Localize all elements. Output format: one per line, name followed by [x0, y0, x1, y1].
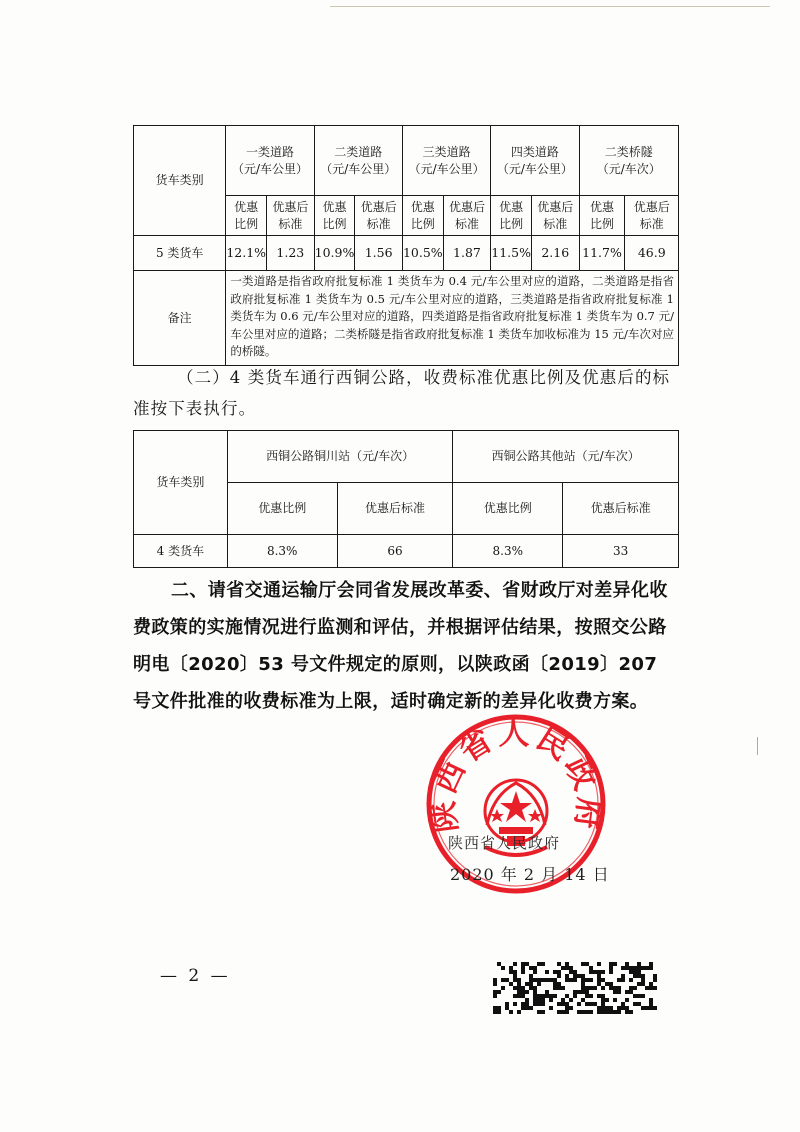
note-label: 备注	[134, 271, 226, 366]
cell-value: 10.5%	[402, 236, 443, 271]
cell-value: 12.1%	[226, 236, 267, 271]
group-header: 西铜公路铜川站（元/车次）	[227, 431, 453, 483]
sub-header-standard: 优惠后标准	[337, 483, 453, 535]
row-label: 5 类货车	[134, 236, 226, 271]
scan-mark	[757, 737, 758, 755]
svg-text:陕西省人民政府: 陕西省人民政府	[425, 715, 607, 835]
table-row	[134, 535, 679, 568]
cell-value: 11.7%	[579, 236, 625, 271]
row-header: 货车类别	[134, 431, 228, 535]
cell-value: 1.23	[267, 236, 315, 271]
note-text: 一类道路是指省政府批复标准 1 类货车为 0.4 元/车公里对应的道路，二类道路是指省政府批复标准 1 类货车为 0.5 元/车公里对应的道路，三类道路是指省政府批复标准 1 类货车为 0.6 元/车公里对应的道路，四类道路是指省政府批复标准 1 类货车为 0.7 元/车公里对应的道路；二类桥隧是指省政府批复标准 1 类货车加收标准为 15 元/车次对应的桥隧。	[226, 271, 679, 366]
cell-value: 2.16	[531, 236, 579, 271]
group-header: 一类道路 （元/车公里）	[226, 126, 314, 196]
barcode-icon	[493, 962, 657, 1014]
group-header: 四类道路 （元/车公里）	[491, 126, 579, 196]
cell-value: 8.3%	[453, 535, 563, 568]
cell-value: 66	[337, 535, 453, 568]
row-label: 4 类货车	[134, 535, 228, 568]
sub-header-standard: 优惠后 标准	[443, 196, 491, 236]
sub-header-ratio: 优惠 比例	[314, 196, 355, 236]
signature: 陕西省人民政府	[448, 834, 561, 852]
group-header: 西铜公路其他站（元/车次）	[453, 431, 679, 483]
sub-header-ratio: 优惠 比例	[226, 196, 267, 236]
cell-value: 10.9%	[314, 236, 355, 271]
sub-header-ratio: 优惠 比例	[402, 196, 443, 236]
paragraph-item-2: 二、请省交通运输厅会同省发展改革委、省财政厅对差异化收费政策的实施情况进行监测和评估，并根据评估结果，按照交公路明电〔2020〕53 号文件规定的原则，以陕政函〔2019〕207 号文件批准的收费标准为上限，适时确定新的差异化收费方案。	[133, 580, 668, 712]
cell-value: 11.5%	[491, 236, 532, 271]
toll-discount-table-class5	[133, 125, 679, 366]
row-header: 货车类别	[134, 126, 226, 236]
cell-value: 1.56	[355, 236, 403, 271]
sub-header-standard: 优惠后 标准	[355, 196, 403, 236]
cell-value: 46.9	[625, 236, 679, 271]
sub-header-ratio: 优惠比例	[453, 483, 563, 535]
sub-header-ratio: 优惠比例	[227, 483, 337, 535]
sub-header-ratio: 优惠 比例	[491, 196, 532, 236]
cell-value: 33	[563, 535, 679, 568]
group-header: 二类桥隧 （元/车次）	[579, 126, 678, 196]
group-header: 二类道路 （元/车公里）	[314, 126, 402, 196]
document-date: 2020 年 2 月 14 日	[450, 865, 610, 884]
toll-discount-table-xitong	[133, 430, 679, 568]
scan-edge-line	[330, 6, 770, 7]
sub-header-standard: 优惠后 标准	[625, 196, 679, 236]
group-header: 三类道路 （元/车公里）	[402, 126, 490, 196]
sub-header-standard: 优惠后 标准	[267, 196, 315, 236]
cell-value: 8.3%	[227, 535, 337, 568]
cell-value: 1.87	[443, 236, 491, 271]
sub-header-standard: 优惠后 标准	[531, 196, 579, 236]
sub-header-standard: 优惠后标准	[563, 483, 679, 535]
sub-header-ratio: 优惠 比例	[579, 196, 625, 236]
page-number: — 2 —	[160, 966, 231, 986]
table-row	[134, 236, 679, 271]
paragraph-section-2: （二）4 类货车通行西铜公路，收费标准优惠比例及优惠后的标准按下表执行。	[133, 368, 671, 418]
